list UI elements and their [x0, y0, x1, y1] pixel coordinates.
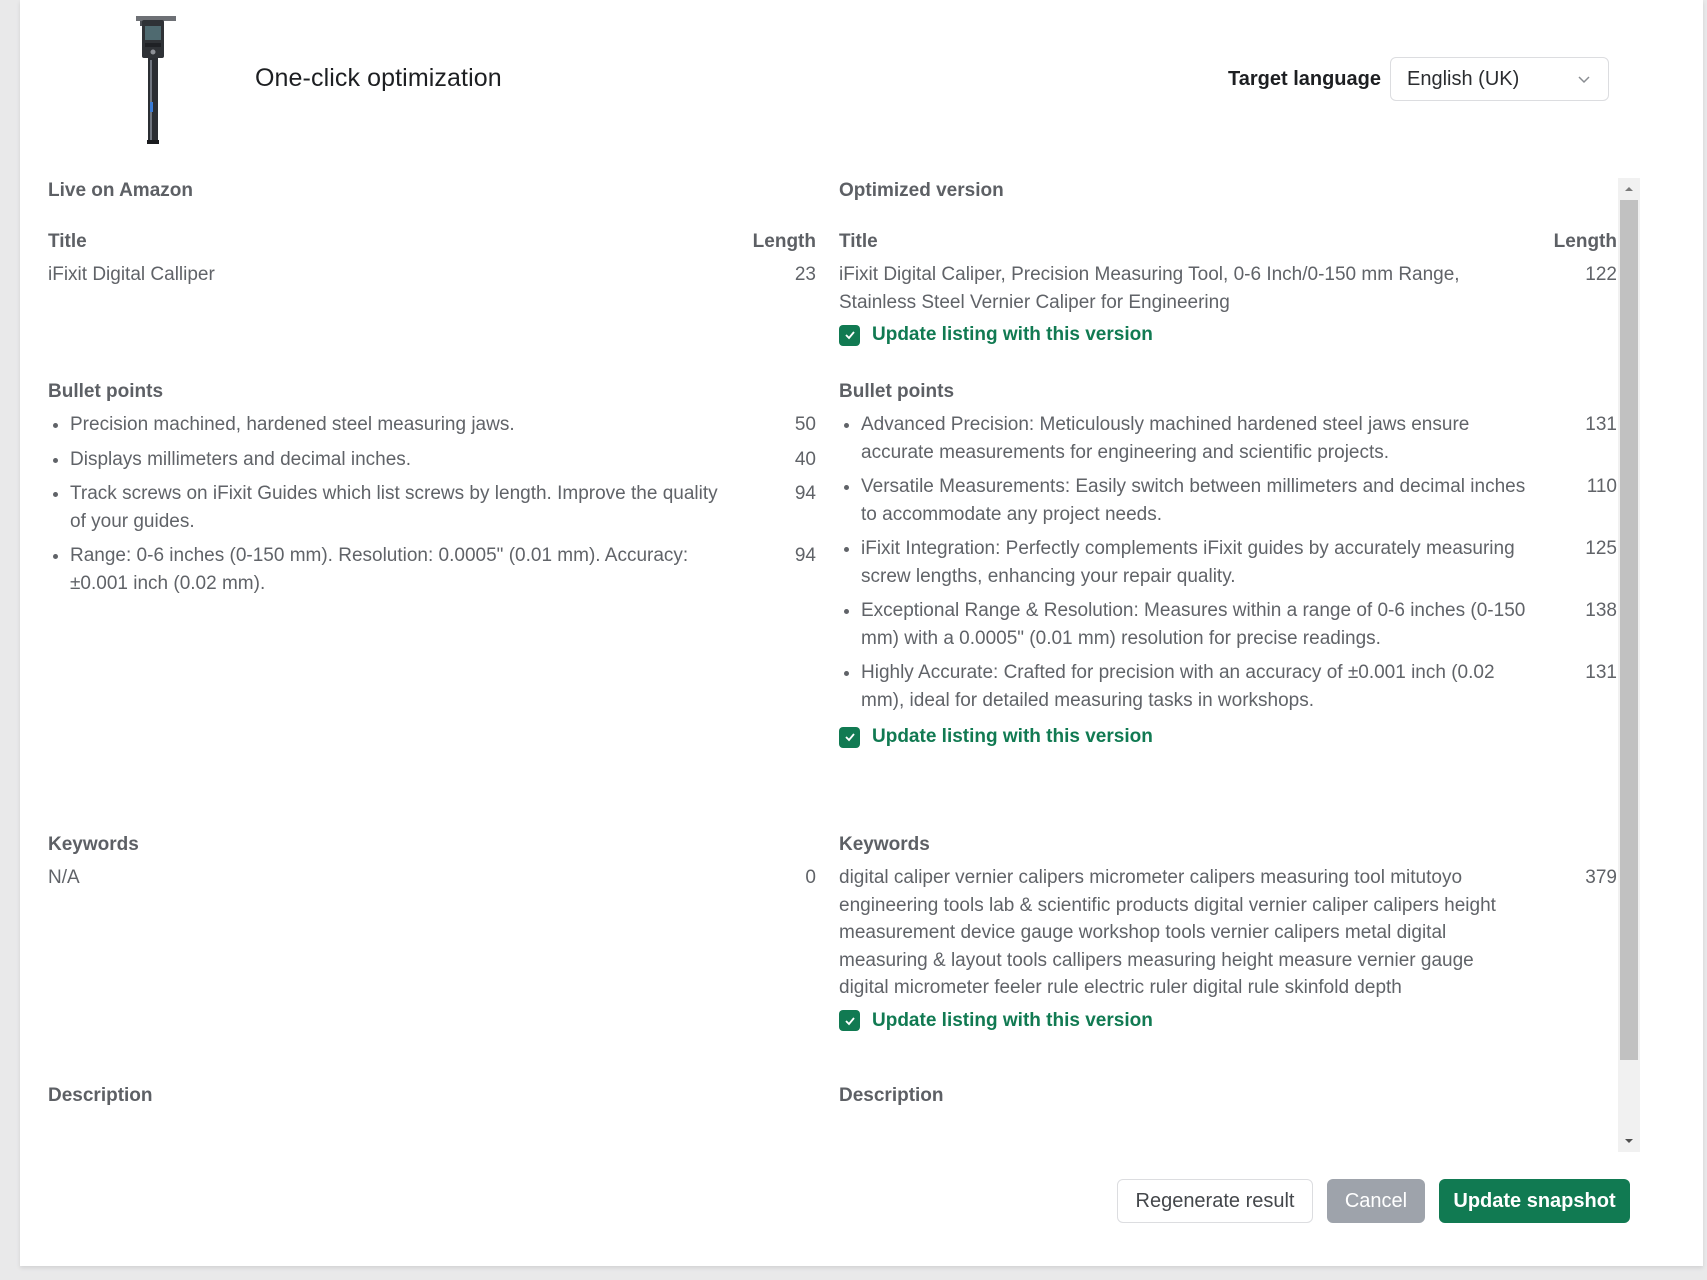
bullet-length: 131	[1585, 414, 1617, 435]
optimized-keywords-length: 379	[1585, 867, 1617, 888]
scroll-up-icon[interactable]	[1618, 178, 1640, 200]
optimized-keywords-text: digital caliper vernier calipers micrometer calipers measuring tool mitutoyo engineering tools lab & scientific products digital vernier caliper calipers height measurement device gauge workshop tools vernier calipers metal digital measuring & layout tools callipers measuring height measure vernier gauge digital micrometer feeler rule electric ruler digital rule skinfold depth	[839, 867, 1496, 998]
optimized-keywords-section	[839, 832, 1617, 1032]
regenerate-button[interactable]: Regenerate result	[1117, 1179, 1313, 1223]
bullet-length: 110	[1586, 476, 1617, 497]
list-item	[48, 446, 816, 474]
bullet-length: 125	[1585, 538, 1617, 559]
bullet-text: Precision machined, hardened steel measuring jaws.	[48, 411, 756, 439]
update-snapshot-button[interactable]: Update snapshot	[1439, 1179, 1630, 1223]
live-bullets-label: Bullet points	[48, 381, 164, 402]
optimized-title-label: Title	[839, 231, 878, 252]
target-language-select[interactable]	[1390, 57, 1609, 101]
optimized-heading: Optimized version	[839, 180, 1004, 201]
optimized-title-section	[839, 229, 1617, 346]
list-item	[839, 659, 1617, 714]
list-item	[48, 480, 816, 535]
live-keywords-length: 0	[805, 867, 816, 888]
update-keywords-checkbox[interactable]	[839, 1010, 1617, 1032]
scrollbar[interactable]	[1618, 178, 1640, 1152]
bullet-length: 50	[794, 414, 816, 435]
bullet-length: 138	[1585, 600, 1617, 621]
update-bullets-label: Update listing with this version	[872, 726, 1153, 747]
cancel-button[interactable]: Cancel	[1327, 1179, 1425, 1223]
live-bullets-section	[48, 379, 816, 597]
target-language-label: Target language	[1228, 68, 1381, 90]
bullet-text: Advanced Precision: Meticulously machined hardened steel jaws ensure accurate measurements for engineering and scientific projects.	[839, 411, 1557, 466]
bullet-text: iFixit Integration: Perfectly complements iFixit guides by accurately measuring screw lengths, enhancing your repair quality.	[839, 535, 1557, 590]
optimized-keywords-label: Keywords	[839, 834, 930, 855]
live-title-section	[48, 229, 816, 289]
modal-title: One-click optimization	[255, 64, 502, 92]
bullet-length: 131	[1585, 662, 1617, 683]
target-language-value: English (UK)	[1407, 67, 1520, 90]
optimized-bullets-label: Bullet points	[839, 381, 955, 402]
list-item	[839, 535, 1617, 590]
optimized-description-label: Description	[839, 1085, 944, 1106]
bullet-text: Versatile Measurements: Easily switch between millimeters and decimal inches to accommodate any project needs.	[839, 473, 1557, 528]
live-heading: Live on Amazon	[48, 180, 193, 201]
update-keywords-label: Update listing with this version	[872, 1009, 1153, 1031]
live-keywords-section	[48, 832, 816, 892]
product-image	[130, 12, 190, 146]
bullet-text: Displays millimeters and decimal inches.	[48, 446, 756, 474]
scroll-thumb[interactable]	[1620, 200, 1638, 1060]
bullet-length: 94	[794, 545, 816, 566]
update-bullets-checkbox[interactable]	[839, 726, 1617, 748]
optimized-bullets-section	[839, 379, 1617, 748]
optimized-length-label: Length	[1553, 231, 1617, 252]
live-title-text: iFixit Digital Calliper	[48, 264, 215, 285]
bullet-length: 40	[794, 448, 816, 470]
live-description-label: Description	[48, 1085, 153, 1106]
bullet-text: Exceptional Range & Resolution: Measures within a range of 0-6 inches (0-150 mm) with a 0.0005" (0.01 mm) resolution for precise readings.	[839, 597, 1557, 652]
live-keywords-text: N/A	[48, 867, 80, 888]
check-icon	[843, 328, 857, 342]
comparison-scroll-area[interactable]	[20, 160, 1660, 1150]
checkbox[interactable]	[839, 1010, 860, 1031]
live-title-length: 23	[794, 264, 816, 285]
live-keywords-label: Keywords	[48, 834, 139, 855]
list-item	[839, 473, 1617, 528]
list-item	[839, 411, 1617, 466]
list-item	[48, 542, 816, 597]
scroll-down-icon[interactable]	[1618, 1130, 1640, 1152]
bullet-text: Range: 0-6 inches (0-150 mm). Resolution: 0.0005" (0.01 mm). Accuracy: ±0.001 inch (0.02 mm).	[48, 542, 756, 597]
live-description-section	[48, 1083, 816, 1109]
chevron-down-icon	[1576, 71, 1592, 87]
optimization-modal	[20, 0, 1703, 1266]
optimized-description-section	[839, 1083, 1617, 1109]
optimized-title-text: iFixit Digital Caliper, Precision Measuring Tool, 0-6 Inch/0-150 mm Range, Stainless Steel Vernier Caliper for Engineering	[839, 264, 1460, 313]
list-item	[839, 597, 1617, 652]
bullet-text: Highly Accurate: Crafted for precision with an accuracy of ±0.001 inch (0.02 mm), ideal for detailed measuring tasks in workshops.	[839, 659, 1557, 714]
optimized-title-length: 122	[1585, 264, 1617, 285]
live-length-label: Length	[752, 231, 816, 252]
check-icon	[843, 730, 857, 744]
checkbox[interactable]	[839, 325, 860, 346]
check-icon	[843, 1014, 857, 1028]
update-title-checkbox[interactable]	[839, 324, 1617, 346]
list-item	[48, 411, 816, 439]
checkbox[interactable]	[839, 727, 860, 748]
update-title-label: Update listing with this version	[872, 324, 1153, 345]
bullet-length: 94	[794, 483, 816, 504]
bullet-text: Track screws on iFixit Guides which list screws by length. Improve the quality of your guides.	[48, 480, 756, 535]
live-title-label: Title	[48, 231, 87, 252]
